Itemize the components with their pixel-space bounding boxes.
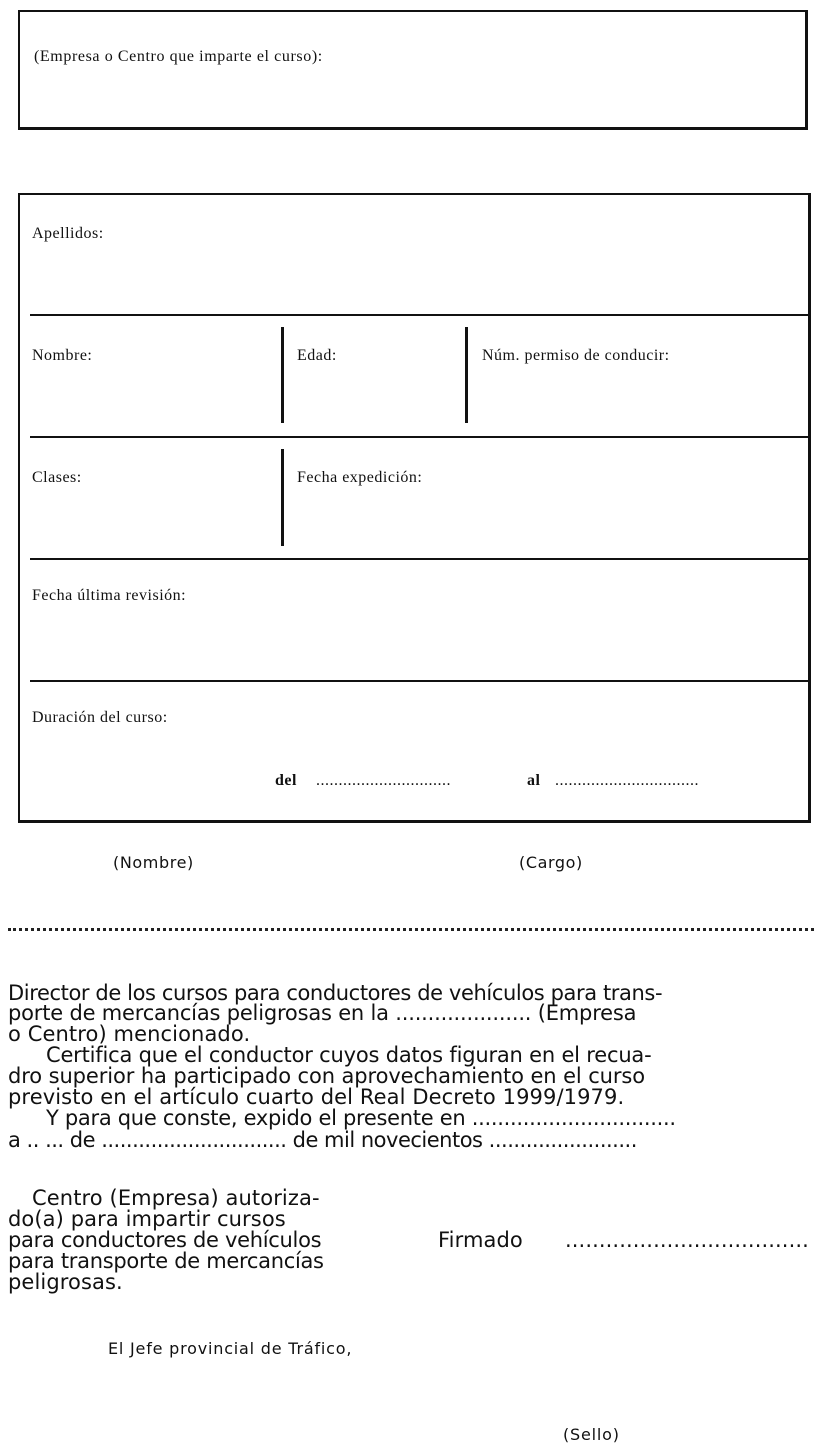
company-label: (Empresa o Centro que imparte el curso): (34, 48, 323, 65)
duracion-label: Duración del curso: (32, 709, 168, 726)
al-label: al (527, 772, 541, 789)
nombre-label: Nombre: (32, 347, 93, 364)
certificate-line: a .. ... de .............................. de mil novecientos ........................ (8, 1128, 637, 1152)
al-dots: ................................ (555, 772, 699, 789)
column-divider (281, 327, 284, 423)
apellidos-label: Apellidos: (32, 225, 104, 242)
certificate-line: dro superior ha participado con aprovechamiento en el curso (8, 1064, 645, 1088)
permiso-label: Núm. permiso de conducir: (482, 347, 670, 364)
divider (30, 558, 808, 560)
authorization-line: Centro (Empresa) autoriza- (32, 1186, 320, 1210)
certificate-line: porte de mercancías peligrosas en la ..................... (Empresa (8, 1001, 637, 1025)
signature-dotted-line (8, 928, 814, 931)
sello-caption: (Sello) (563, 1425, 620, 1444)
fecha-revision-label: Fecha última revisión: (32, 587, 187, 604)
edad-label: Edad: (297, 347, 337, 364)
firmado-dots: .................................... (565, 1228, 809, 1252)
del-dots: .............................. (316, 772, 451, 789)
del-label: del (275, 772, 297, 789)
clases-label: Clases: (32, 469, 82, 486)
divider (30, 680, 808, 682)
certificate-line: Y para que conste, expido el presente en ................................ (46, 1106, 676, 1130)
certificate-line: o Centro) mencionado. (8, 1022, 251, 1046)
jefe-provincial-caption: El Jefe provincial de Tráfico, (108, 1339, 353, 1358)
authorization-line: para transporte de mercancías (8, 1249, 324, 1273)
authorization-line: peligrosas. (8, 1270, 123, 1294)
authorization-line: para conductores de vehículos (8, 1228, 322, 1252)
authorization-line: do(a) para impartir cursos (8, 1207, 286, 1231)
column-divider (281, 449, 284, 546)
divider (30, 314, 808, 316)
certificate-line: previsto en el artículo cuarto del Real Decreto 1999/1979. (8, 1085, 625, 1109)
column-divider (465, 327, 468, 423)
certificate-line: Director de los cursos para conductores de vehículos para trans- (8, 981, 663, 1005)
fecha-expedicion-label: Fecha expedición: (297, 469, 423, 486)
certificate-line: Certifica que el conductor cuyos datos figuran en el recua- (46, 1043, 652, 1067)
cargo-caption: (Cargo) (519, 853, 583, 872)
company-box (18, 10, 808, 130)
firmado-label: Firmado (438, 1228, 523, 1252)
divider (30, 436, 808, 438)
nombre-caption: (Nombre) (113, 853, 194, 872)
driver-data-form (18, 193, 811, 823)
